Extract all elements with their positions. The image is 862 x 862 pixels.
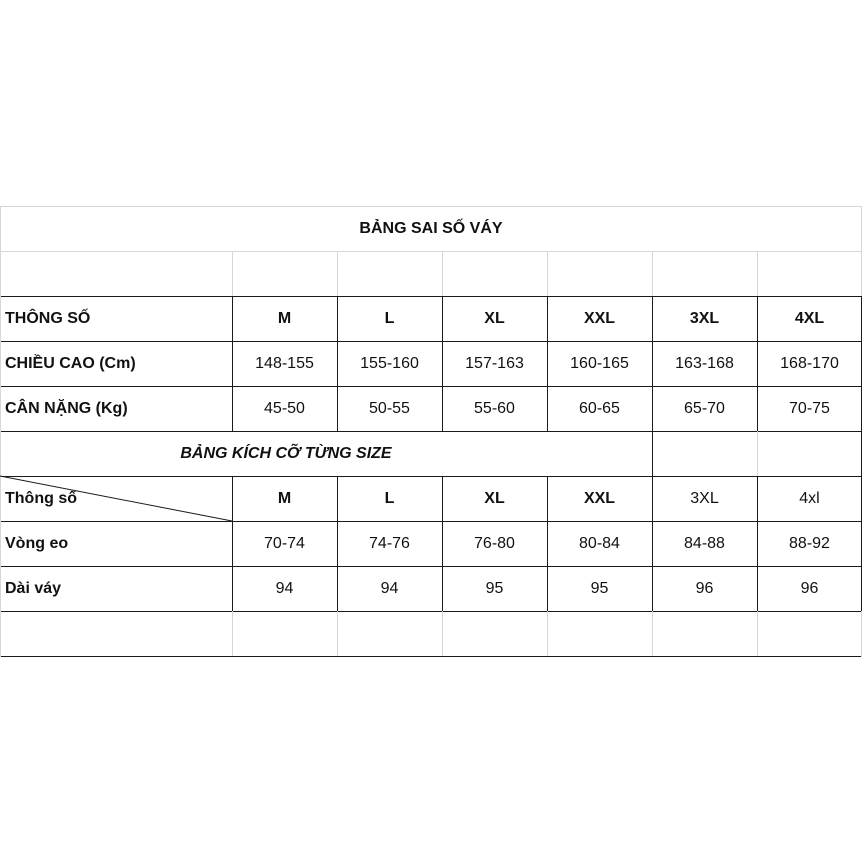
row-label-height: CHIỀU CAO (Cm) <box>5 354 136 372</box>
tolerance-size-m: M <box>277 309 292 327</box>
grid-line <box>652 251 653 296</box>
tolerance-size-4xl: 4XL <box>794 309 825 327</box>
grid-line <box>0 611 862 612</box>
weight-value-4xl: 70-75 <box>789 399 830 417</box>
length-value-4xl: 96 <box>800 579 819 597</box>
size-col-4xl: 4xl <box>799 489 820 507</box>
height-value-xxl: 160-165 <box>570 354 629 372</box>
tolerance-header-label: THÔNG SỐ <box>5 309 91 327</box>
waist-value-l: 74-76 <box>369 534 410 552</box>
weight-value-xxl: 60-65 <box>579 399 620 417</box>
height-value-l: 155-160 <box>360 354 419 372</box>
grid-line <box>547 611 548 656</box>
height-value-4xl: 168-170 <box>780 354 839 372</box>
grid-line <box>442 251 443 296</box>
waist-value-4xl: 88-92 <box>789 534 830 552</box>
weight-value-l: 50-55 <box>369 399 410 417</box>
weight-value-3xl: 65-70 <box>684 399 725 417</box>
grid-line <box>0 251 862 252</box>
height-value-3xl: 163-168 <box>675 354 734 372</box>
length-value-3xl: 96 <box>695 579 714 597</box>
size-col-l: L <box>384 489 395 507</box>
length-value-l: 94 <box>380 579 399 597</box>
tolerance-table-title: BẢNG SAI SỐ VÁY <box>359 219 503 237</box>
tolerance-size-xl: XL <box>484 309 505 327</box>
length-value-m: 94 <box>275 579 294 597</box>
grid-line <box>652 431 653 476</box>
waist-value-xl: 76-80 <box>474 534 515 552</box>
row-label-waist: Vòng eo <box>5 534 69 552</box>
row-label-dress-length: Dài váy <box>5 579 62 597</box>
height-value-xl: 157-163 <box>465 354 524 372</box>
grid-line <box>757 431 758 476</box>
tolerance-size-xxl: XXL <box>583 309 616 327</box>
weight-value-xl: 55-60 <box>474 399 515 417</box>
tolerance-size-l: L <box>384 309 395 327</box>
grid-line <box>337 251 338 296</box>
size-col-m: M <box>277 489 292 507</box>
weight-value-m: 45-50 <box>264 399 305 417</box>
grid-line <box>547 251 548 296</box>
row-label-weight: CÂN NẶNG (Kg) <box>5 399 128 417</box>
size-chart-sheet <box>0 206 862 657</box>
size-col-xxl: XXL <box>583 489 616 507</box>
tolerance-size-3xl: 3XL <box>689 309 720 327</box>
size-header-label: Thông số <box>5 489 77 507</box>
size-table-title: BẢNG KÍCH CỠ TỪNG SIZE <box>180 444 392 462</box>
waist-value-xxl: 80-84 <box>579 534 620 552</box>
grid-line <box>337 611 338 656</box>
grid-line <box>757 251 758 296</box>
length-value-xxl: 95 <box>590 579 609 597</box>
size-col-xl: XL <box>484 489 505 507</box>
grid-line <box>232 251 233 296</box>
waist-value-3xl: 84-88 <box>684 534 725 552</box>
grid-line <box>0 656 862 657</box>
length-value-xl: 95 <box>485 579 504 597</box>
waist-value-m: 70-74 <box>264 534 305 552</box>
grid-line <box>232 611 233 656</box>
height-value-m: 148-155 <box>255 354 314 372</box>
grid-line <box>757 611 758 656</box>
size-col-3xl: 3XL <box>690 489 719 507</box>
grid-line <box>652 611 653 656</box>
grid-line <box>442 611 443 656</box>
